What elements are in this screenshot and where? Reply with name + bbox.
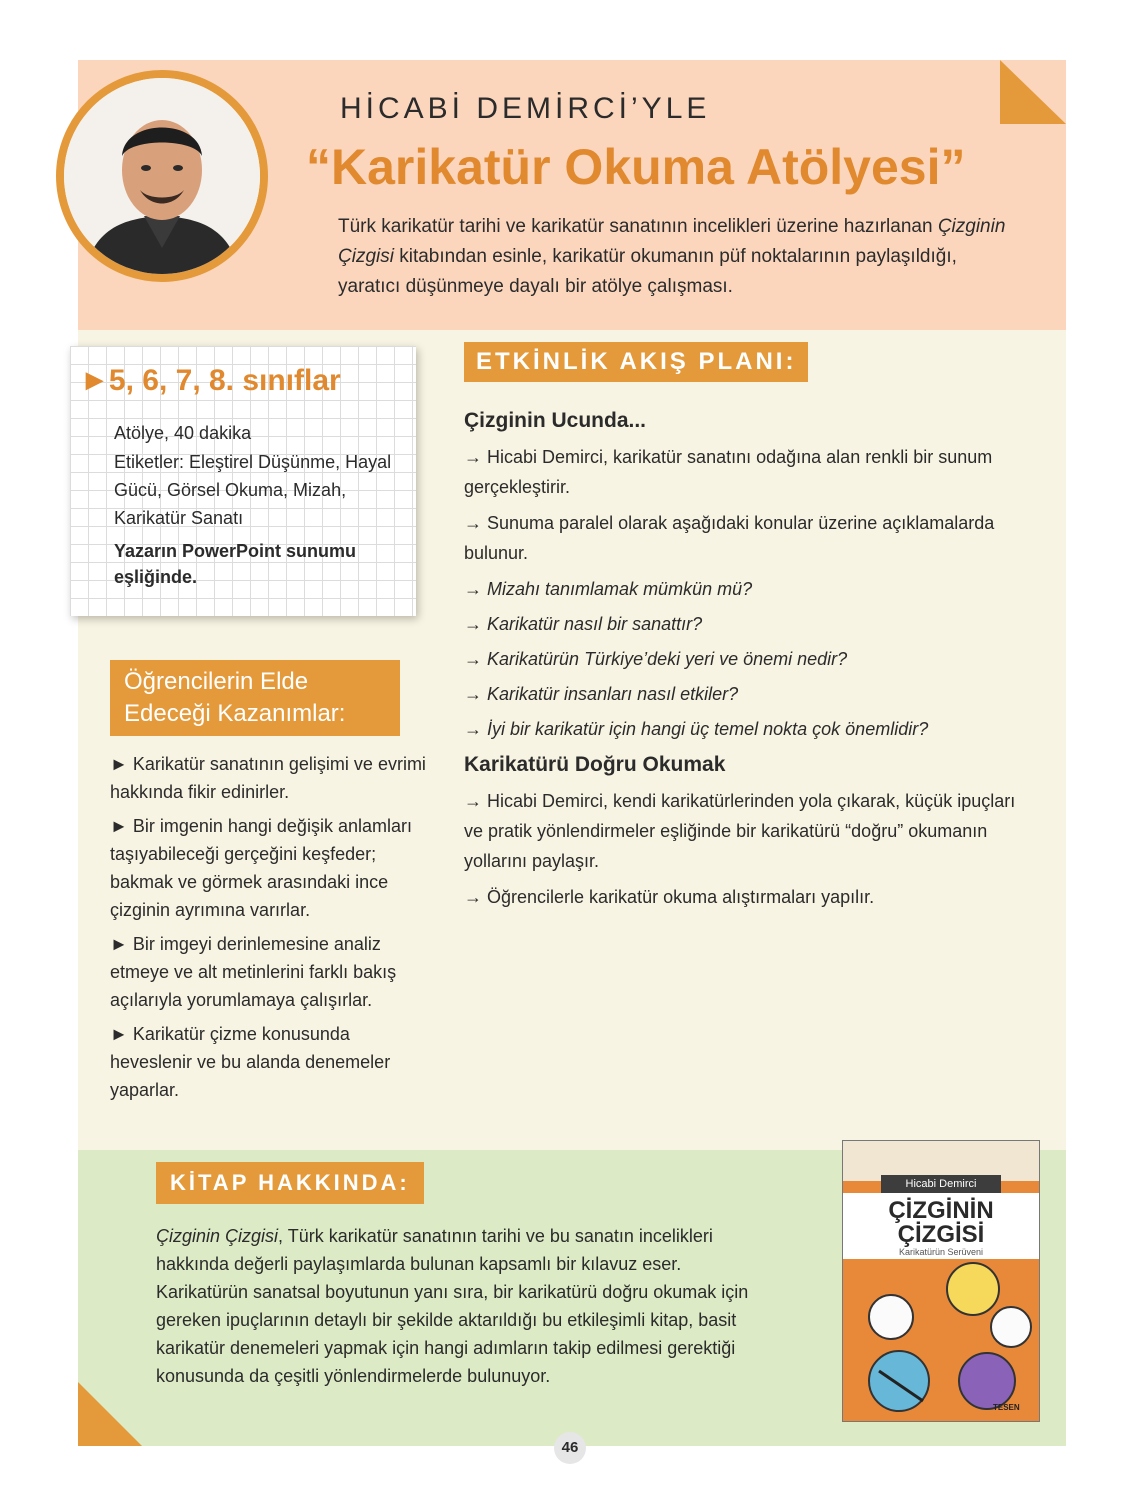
question-item: → Karikatürün Türkiye’deki yeri ve önemi nedir?: [464, 649, 848, 669]
author-heading: HİCABİ DEMİRCİ’YLE: [340, 92, 711, 125]
book-heading: KİTAP HAKKINDA:: [156, 1162, 424, 1204]
intro-paragraph: [338, 212, 1018, 302]
intro-text-1: Türk karikatür tarihi ve karikatür sanatının incelikleri üzerine hazırlanan: [338, 216, 933, 237]
cover-author: Hicabi Demirci: [881, 1175, 1001, 1193]
question-item: → İyi bir karikatür için hangi üç temel nokta çok önemlidir?: [464, 719, 929, 739]
page-number: 46: [554, 1432, 586, 1464]
author-photo: [56, 70, 268, 282]
gain-item: ► Karikatür çizme konusunda heveslenir ve bu alanda denemeler yaparlar.: [110, 1024, 391, 1100]
plan-item: → Hicabi Demirci, karikatür sanatını odağına alan renkli bir sunum gerçekleştirir.: [464, 447, 993, 497]
book-cover: [842, 1140, 1040, 1422]
page-title: “Karikatür Okuma Atölyesi”: [306, 139, 966, 195]
cover-title-2: ÇİZGİSİ: [897, 1221, 985, 1248]
book-title: Çizginin Çizgisi: [156, 1226, 279, 1246]
cover-subtitle: Karikatürün Serüveni: [898, 1247, 984, 1257]
card-details: [114, 418, 404, 590]
grade-line: [86, 364, 341, 398]
grade-levels: 5, 6, 7, 8. sınıflar: [108, 364, 341, 397]
cover-publisher: TESEN: [993, 1403, 1020, 1412]
intro-book-title: Çizginin Çizgisi: [338, 216, 1006, 267]
plan-section: [464, 406, 1024, 918]
duration: Atölye, 40 dakika: [114, 423, 252, 443]
gain-item: ► Karikatür sanatının gelişimi ve evrimi hakkında fikir edinirler.: [110, 754, 426, 802]
plan-item: → Öğrencilerle karikatür okuma alıştırmaları yapılır.: [464, 887, 875, 907]
question-item: → Karikatür nasıl bir sanattır?: [464, 614, 703, 634]
gains-list: [110, 750, 426, 1110]
play-triangle-icon: ▶: [86, 367, 103, 392]
question-item: → Mizahı tanımlamak mümkün mü?: [464, 579, 753, 599]
gain-item: ► Bir imgenin hangi değişik anlamları taşıyabileceği gerçeğini keşfeder; bakmak ve görmek arasındaki ince çizginin ayrımına varırlar.: [110, 816, 412, 920]
section2-title: Karikatürü Doğru Okumak: [464, 753, 726, 776]
plan-heading: ETKİNLİK AKIŞ PLANI:: [464, 342, 808, 382]
gains-heading: Öğrencilerin Elde Edeceği Kazanımlar:: [110, 660, 400, 736]
section1-title: Çizginin Ucunda...: [464, 409, 646, 432]
intro-text-2: kitabından esinle, karikatür okumanın püf noktalarının paylaşıldığı, yaratıcı düşünmeye dayalı bir atölye çalışması.: [338, 246, 957, 297]
cover-illustration-icon: [843, 1261, 1039, 1421]
plan-item: → Hicabi Demirci, kendi karikatürlerinden yola çıkarak, küçük ipuçları ve pratik yönlendirmeler eşliğinde bir karikatürü “doğru” okumanın yollarını paylaşır.: [464, 791, 1016, 871]
plan-item: → Sunuma paralel olarak aşağıdaki konular üzerine açıklamalarda bulunur.: [464, 513, 995, 563]
tags: Etiketler: Eleştirel Düşünme, Hayal Gücü, Görsel Okuma, Mizah, Karikatür Sanatı: [114, 452, 392, 528]
presentation-note: Yazarın PowerPoint sunumu eşliğinde.: [114, 541, 357, 587]
info-card: [70, 346, 416, 616]
cover-title-1: ÇİZGİNİN: [888, 1197, 994, 1224]
book-description: [156, 1222, 776, 1390]
author-portrait-icon: [64, 78, 260, 274]
question-item: → Karikatür insanları nasıl etkiler?: [464, 684, 739, 704]
book-text: , Türk karikatür sanatının tarihi ve bu sanatın incelikleri hakkında değerli paylaşımlarda bulunan kapsamlı bir kılavuz eser. Karikatürün sanatsal boyutunun yanı sıra, bir karikatürü doğru okumak için gereken ipuçlarının detaylı bir şekilde aktarıldığı bu etkileşimli kitap, basit karikatür denemeleri yapmak için hangi adımların takip edilmesi gerektiği konusunda da çeşitli yönlendirmelerde bulunuyor.: [156, 1226, 749, 1386]
gain-item: ► Bir imgeyi derinlemesine analiz etmeye ve alt metinlerini farklı bakış açılarıyla yorumlamaya çalışırlar.: [110, 934, 397, 1010]
